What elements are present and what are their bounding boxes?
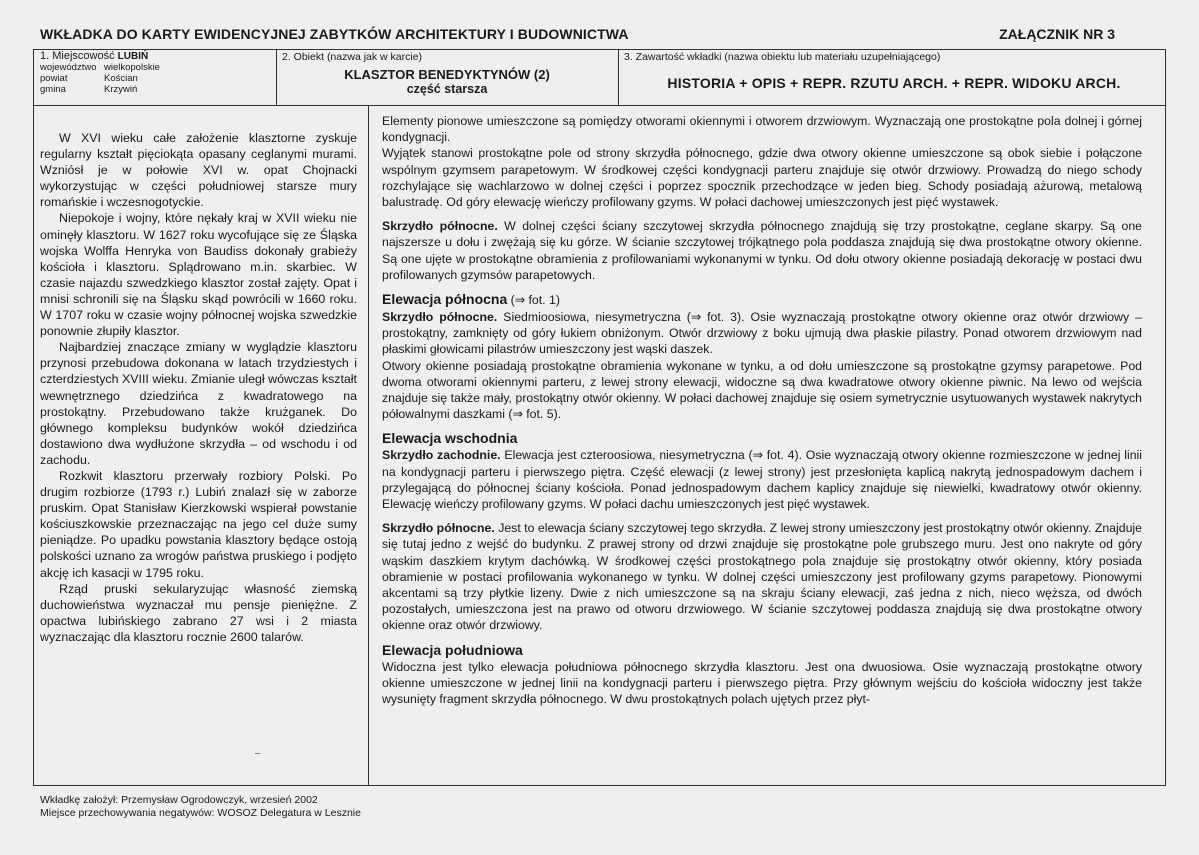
history-paragraph: W XVI wieku całe założenie klasztorne zyskuje regularny kształt pięciokąta opasany ceglanymi murami. Wzniósł je w połowie XVI w. opat Chojnacki wykorzystując w części południowej starsze mury romańskie i wczesnogotyckie. (40, 131, 357, 210)
meta-key: gmina (40, 84, 66, 95)
description-paragraph (382, 218, 1142, 283)
description-paragraph (382, 309, 1142, 358)
section-heading-south: Elewacja południowa (382, 641, 523, 658)
photo-reference: (⇒ fot. 1) (507, 293, 560, 308)
footer-author: Wkładkę założył: Przemysław Ogrodowczyk, wrzesień 2002 (40, 794, 318, 806)
paragraph-label: Skrzydło północne. (382, 219, 498, 234)
paragraph-label: Skrzydło zachodnie. (382, 448, 501, 463)
description-paragraph: Otwory okienne posiadają prostokątne obramienia wykonane w tynku, a od dołu umieszczone są prostokątne gzymsy parapetowe. Pod dwoma otworami okiennymi parteru, z lewej strony elewacji, widoczne są dwa kwadratowe otwory okienne piwnic. Na lewo od wejścia znajduje się także mały, prostokątny otwór okienny. W połaci dachowej znajduje się osiem symetrycznie usytuowanych wystawek nakrytych półowalnymi daszkami (⇒ fot. 5). (382, 358, 1142, 422)
object-part: część starsza (406, 82, 488, 96)
description-column (382, 113, 1142, 707)
footer-negatives: Miejsce przechowywania negatywów: WOSOZ Delegatura w Lesznie (40, 807, 361, 819)
object-cell (282, 51, 612, 103)
cell-divider-2 (618, 49, 619, 106)
heading-text: Elewacja północna (382, 291, 508, 308)
annex-number: ZAŁĄCZNIK NR 3 (999, 26, 1115, 42)
meta-value: Kościan (104, 73, 138, 84)
meta-value: wielkopolskie (104, 62, 160, 73)
object-label: 2. Obiekt (nazwa jak w karcie) (282, 51, 423, 63)
description-paragraph: Wyjątek stanowi prostokątne pole od strony skrzydła północnego, gdzie dwa otwory okienne umieszczone są obok siebie i połączone wspólnym gzymsem parapetowym. W środkowej części kondygnacji parteru znajduje się otwór drzwiowy. Prowadzą do niego schody rozchylające się wachlarzowo w dolnej części i poprzez spocznik przechodzące w jeden bieg. Schody posiadają ażurową, metalową balustradę. Od góry elewację wieńczy profilowany gzyms. W połaci dachowej umieszczonych jest pięć wystawek. (382, 146, 1142, 210)
content-cell (624, 51, 1164, 103)
content-value: HISTORIA + OPIS + REPR. RZUTU ARCH. + REPR. WIDOKU ARCH. (667, 75, 1121, 91)
cell-divider-1 (276, 49, 277, 106)
section-heading-north (382, 291, 1142, 309)
paragraph-text: W dolnej części ściany szczytowej skrzydła północnego znajdują się trzy prostokątne, ceglane skarpy. Są one najszersze u dołu i zwężają się ku górze. W ścianie szczytowej trójkątnego pola poddasza znajdują się dwa prostokątne otwory okienne. Są one ujęte w prostokątne obramienia z profilowaniami wykonanymi w tynku. Od dołu otwory okienne posiadają dekorację w postaci dwu profilowanych gzymsów parapetowych. (382, 219, 1142, 282)
meta-value: Krzywiń (104, 84, 138, 95)
history-paragraph: Niepokoje i wojny, które nękały kraj w XVII wieku nie ominęły klasztoru. W 1627 roku wycofujące się ze Śląska wojska Wolffa Henryka von Baudiss dokonały grabieży kościoła i klasztoru. Splądrowano m.in. skarbiec. W czasie najazdu szwedzkiego klasztor został zajęty. Opat i mnisi schronili się na Śląsku skąd powrócili w 1660 roku. W 1707 roku w czasie wojny północnej wojska szwedzkie ponownie złupiły klasztor. (40, 211, 357, 339)
object-name: KLASZTOR BENEDYKTYNÓW (2) (344, 67, 550, 82)
location-cell (40, 51, 270, 103)
document-header-title: WKŁADKA DO KARTY EWIDENCYJNEJ ZABYTKÓW ARCHITEKTURY I BUDOWNICTWA (40, 26, 629, 42)
location-name: LUBIŃ (117, 51, 149, 62)
content-label: 3. Zawartość wkładki (nazwa obiektu lub materiału uzupełniającego) (624, 51, 941, 63)
history-column (40, 130, 357, 645)
header-divider (33, 105, 1166, 106)
history-paragraph: Najbardziej znaczące zmiany w wyglądzie klasztoru przynosi przebudowa dokonana w latach trzydziestych i czterdziestych XVIII wieku. Zmianie uległ wówczas kształt wewnętrznego dziedzińca z kwadratowego na prostokątny. Przebudowano także krużganek. Do głównego kompleksu budynków wokół dziedzińca dostawiono dwa wydłużone skrzydła – od wschodu i od zachodu. (40, 340, 357, 467)
history-paragraph: Rząd pruski sekularyzując własność ziemską duchowieństwa wyznaczał mu pensje pieniężne. Z opactwa lubińskiego zabrano 27 wsi i 2 miasta wyznaczając dla klasztoru rocznie 2600 talarów. (40, 581, 357, 644)
scan-mark (255, 753, 260, 754)
paragraph-label: Skrzydło północne. (382, 521, 495, 536)
description-paragraph: Widoczna jest tylko elewacja południowa północnego skrzydła klasztoru. Jest ona dwuosiowa. Osie wyznaczają prostokątne otwory okienne umieszczone w jednej linii na kondygnacji parteru i pierwszego piętra. Przy głównym wejściu do kościoła widoczny jest także wysunięty fragment skrzydła północnego. W dwu prostokątnych polach ujętych przez płyt- (382, 659, 1142, 707)
history-paragraph: Rozkwit klasztoru przerwały rozbiory Polski. Po drugim rozbiorze (1793 r.) Lubiń znalazł się w zaborze pruskim. Opat Stanisław Kierzkowski wspierał powstanie kościuszkowskie przeznaczając na jego cel duże sumy pieniądze. Po upadku powstania klasztory będące ostoją polskości uznano za wrogów państwa pruskiego i podjęto akcję ich kasacji w 1795 roku. (40, 468, 357, 580)
paragraph-text: Elewacja jest czteroosiowa, niesymetryczna (⇒ fot. 4). Osie wyznaczają otwory okienne rozmieszczone w jednej linii na kondygnacji parteru i pierwszego piętra. Część elewacji (z lewej strony) jest przesłonięta kaplicą nakrytą jednospadowym dachem i przylegającą do północnej ściany kościoła. Ponad jednospadowym dachem kaplicy znajduje się niewielki, kwadratowy otwór okienny. Elewację wieńczy profilowany gzyms. W połaci dachu umieszczonych jest pięć wystawek. (382, 448, 1143, 512)
paragraph-text: Siedmioosiowa, niesymetryczna (⇒ fot. 3). Osie wyznaczają prostokątne otwory okienne oraz otwór drzwiowy – prostokątny, zamknięty od góry łukiem obniżonym. Otwór drzwiowy z boku ujmują dwa płaskie pilastry. Ponad otworem drzwiowym nad płaskimi głowicami pilastrów umieszczony jest wąski daszek. (382, 310, 1142, 357)
column-divider (368, 105, 369, 786)
section-heading-east: Elewacja wschodnia (382, 430, 518, 447)
paragraph-label: Skrzydło północne. (382, 310, 498, 325)
footer (40, 794, 361, 820)
location-label: 1. Miejscowość (40, 50, 115, 62)
description-paragraph (382, 447, 1142, 512)
meta-key: powiat (40, 73, 68, 84)
description-paragraph (382, 520, 1142, 633)
paragraph-text: Jest to elewacja ściany szczytowej tego skrzydła. Z lewej strony umieszczony jest prostokątny otwór okienny. Znajduje się tutaj jedno z wejść do budynku. Z prawej strony od drzwi znajduje się prostokątne pole grubszego muru. Jest ono nakryte od góry wąskim daszkiem krytym dachówką. W środkowej części prostokątnego pola znajduje się prostokątny otwór okienny, który posiada obramienie w postaci profilowania wykonanego w tynku. W dolnej części umieszczony jest profilowany gzyms parapetowy. Pionowymi akcentami są trzy płytkie lizeny. Dwie z nich umieszczone są na skraju ściany elewacji, zaś jedna z nich, nieco węższa, od dwóch pozostałych, umieszczona jest na prawo od otworu drzwiowego. W ścianie szczytowej poddasza znajdują się dwa prostokątne otwory okienne oraz otwór drzwiowy. (382, 521, 1142, 633)
meta-key: województwo (40, 62, 97, 73)
description-paragraph: Elementy pionowe umieszczone są pomiędzy otworami okiennymi i otworem drzwiowym. Wyznaczają one prostokątne pola dolnej i górnej kondygnacji. (382, 114, 1142, 145)
